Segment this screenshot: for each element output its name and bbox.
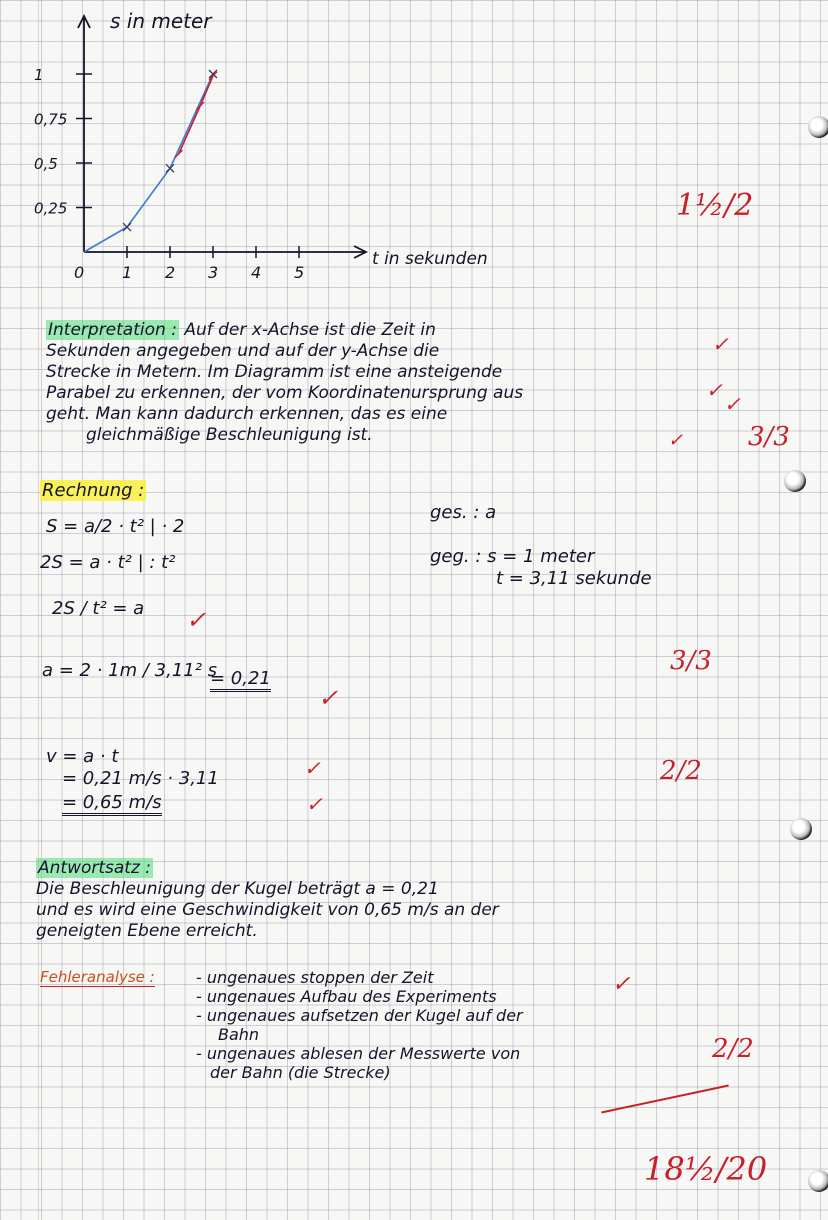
- punch-hole: [784, 470, 806, 492]
- fehleranalyse-list: [196, 968, 523, 1082]
- formula-3: 2S / t² = a: [52, 598, 145, 619]
- fehleranalyse-label-text: Fehleranalyse :: [40, 968, 155, 986]
- check-mark: ✓: [318, 684, 339, 712]
- interpretation-line: gleichmäßige Beschleunigung ist.: [86, 425, 373, 445]
- grade-interpretation: 3/3: [748, 422, 790, 452]
- data-point-blue: [123, 223, 131, 231]
- check-mark: ✓: [712, 332, 729, 356]
- velocity-line-1: v = a · t: [46, 746, 119, 767]
- y-tick-label: 0,25: [34, 199, 68, 218]
- check-mark: ✓: [186, 606, 207, 634]
- check-mark: ✓: [724, 392, 741, 416]
- antwortsatz-line: geneigten Ebene erreicht.: [36, 921, 258, 941]
- fehleranalyse-label: [40, 968, 155, 986]
- given-values: geg. : s = 1 meter: [430, 546, 595, 567]
- interpretation-line: Parabel zu erkennen, der vom Koordinatenursprung aus: [46, 383, 524, 403]
- grade-chart: 1½/2: [676, 188, 754, 223]
- error-item: - ungenaues aufsetzen der Kugel auf der: [196, 1006, 523, 1025]
- total-grade: 18½/20: [644, 1150, 768, 1188]
- velocity-line-2: = 0,21 m/s · 3,11: [62, 768, 219, 789]
- rechnung-label-text: Rechnung :: [42, 480, 145, 501]
- chart-axes: [78, 16, 366, 258]
- interpretation-text: Auf der x-Achse ist die Zeit in: [184, 320, 436, 340]
- y-tick-label: 1: [34, 66, 44, 84]
- grade-velocity: 2/2: [660, 756, 702, 786]
- punch-hole: [790, 818, 812, 840]
- data-point-red: [209, 72, 217, 80]
- x-tick-label: 4: [251, 263, 262, 282]
- formula-1: S = a/2 · t² | · 2: [46, 516, 185, 537]
- grade-separator: [601, 1085, 729, 1114]
- antwortsatz-label: Antwortsatz :: [38, 858, 152, 878]
- chart-y-axis-label: s in meter: [110, 9, 212, 33]
- data-point-blue: [166, 164, 174, 172]
- x-tick-label: 2: [165, 263, 176, 282]
- error-item: - ungenaues Aufbau des Experiments: [196, 987, 497, 1006]
- given-sought: ges. : a: [430, 502, 497, 523]
- acceleration-calc: a = 2 · 1m / 3,11² s: [42, 660, 218, 681]
- y-tick-label: 0,5: [34, 155, 58, 173]
- interpretation-block: [46, 320, 523, 446]
- error-item: Bahn: [218, 1025, 260, 1044]
- error-item: - ungenaues stoppen der Zeit: [196, 968, 434, 987]
- error-item: - ungenaues ablesen der Messwerte von: [196, 1044, 521, 1063]
- x-tick-label: 0: [74, 263, 85, 282]
- x-tick-label: 3: [208, 263, 219, 282]
- chart-x-axis-label: t in sekunden: [372, 249, 488, 269]
- chart-series: [84, 70, 217, 252]
- formula-2: 2S = a · t² | : t²: [40, 552, 176, 573]
- series-line-blue: [84, 74, 213, 252]
- series-line-red: [179, 76, 213, 154]
- interpretation-label: Interpretation :: [48, 320, 177, 340]
- x-tick-label: 5: [294, 263, 305, 282]
- y-tick-label: 0,75: [34, 110, 68, 129]
- error-item: der Bahn (die Strecke): [210, 1063, 391, 1082]
- grade-acceleration: 3/3: [670, 646, 712, 676]
- punch-hole: [808, 1170, 828, 1192]
- x-tick-label: 1: [122, 263, 133, 282]
- check-mark: ✓: [304, 756, 321, 780]
- interpretation-line: Strecke in Metern. Im Diagramm ist eine ansteigende: [46, 362, 503, 382]
- check-mark: ✓: [612, 972, 631, 997]
- distance-time-chart: [0, 0, 600, 300]
- interpretation-line: Sekunden angegeben und auf der y-Achse die: [46, 341, 440, 361]
- chart-ticks: [34, 66, 304, 282]
- rechnung-label: [40, 480, 146, 501]
- given-values-time: t = 3,11 sekunde: [496, 568, 652, 589]
- velocity-line-3: = 0,65 m/s: [62, 792, 162, 816]
- acceleration-result: = 0,21: [210, 668, 271, 692]
- interpretation-line-1: [46, 320, 523, 341]
- grade-fehleranalyse: 2/2: [712, 1034, 754, 1064]
- interpretation-line: geht. Man kann dadurch erkennen, das es eine: [46, 404, 448, 424]
- check-mark: ✓: [306, 792, 323, 816]
- antwortsatz-line: und es wird eine Geschwindigkeit von 0,65 m/s an der: [36, 900, 499, 920]
- antwortsatz-line: Die Beschleunigung der Kugel beträgt a = 0,21: [36, 879, 439, 899]
- check-mark: ✓: [706, 378, 723, 402]
- check-mark: ✓: [668, 430, 684, 451]
- punch-hole: [808, 116, 828, 138]
- antwortsatz-block: [36, 858, 499, 942]
